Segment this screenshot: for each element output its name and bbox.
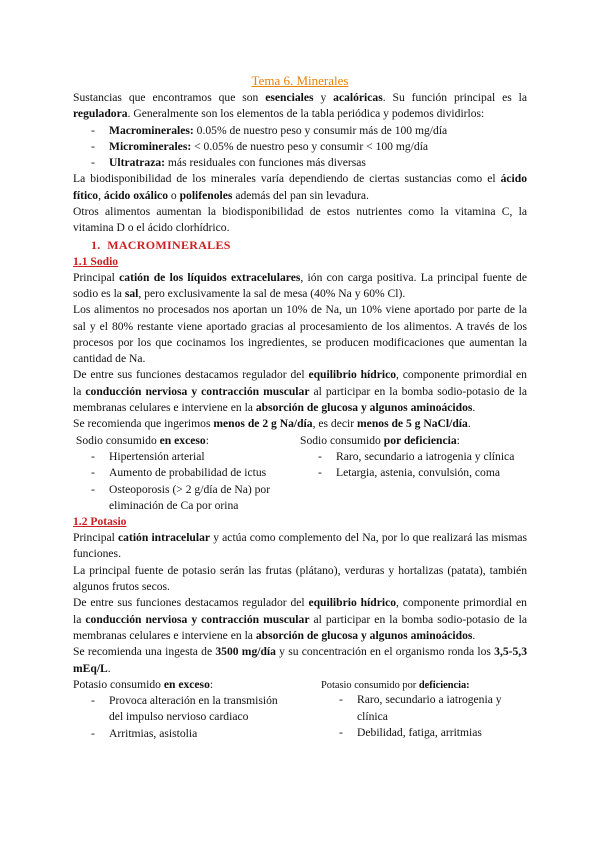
potasio-exceso-label: Potasio consumido en exceso: [73, 677, 214, 691]
sodio-exceso-list [73, 449, 300, 514]
mineral-classification-list [73, 123, 527, 172]
subsection-heading-potasio: 1.2 Potasio [73, 515, 127, 529]
potasio-paragraph-3: De entre sus funciones destacamos regulador del equilibrio hídrico, componente primordial en la conducción nerviosa y contracción muscular al participar en la bomba sodio-potasio de la membranas celulares e interviene en la absorción de glucosa y algunos aminoácidos. [73, 596, 528, 642]
intro-paragraph: Sustancias que encontramos que son esenciales y acalóricas. Su función principal es la reguladora. Generalmente son los elementos de la tabla periódica y podemos dividirlos: [73, 91, 527, 121]
enhancers-paragraph: Otros alimentos aumentan la biodisponibilidad de estos nutrientes como la vitamina C, la vitamina D o el ácido clorhídrico. [73, 205, 527, 235]
sodio-paragraph-3: De entre sus funciones destacamos regulador del equilibrio hídrico, componente primordial en la conducción nerviosa y contracción muscular al participar en la bomba sodio-potasio de la membranas celulares e interviene en la absorción de glucosa y algunos aminoácidos. [73, 368, 528, 415]
list-item: - Aumento de probabilidad de ictus [91, 465, 300, 481]
potasio-exceso-column [73, 677, 279, 742]
list-item: - Ultratraza: más residuales con funciones más diversas [91, 155, 527, 171]
sodio-paragraph-2: Los alimentos no procesados nos aportan un 10% de Na, un 10% viene aportado por parte de la sal y el 80% restante viene aportado gracias al procesamiento de los alimentos. A través de los procesos por los que cocinamos los ingredientes, se producen modificaciones que aumentan la cantidad de Na. [73, 303, 527, 366]
list-item: - Microminerales: < 0.05% de nuestro peso y consumir < 100 mg/día [91, 139, 527, 155]
potasio-consumption-columns [73, 677, 527, 742]
potasio-paragraph-1: Principal catión intracelular y actúa como complemento del Na, por lo que realizará las mismas funciones. [73, 531, 527, 561]
list-item: - Osteoporosis (> 2 g/día de Na) por eliminación de Ca por orina [91, 482, 300, 515]
potasio-paragraph-4: Se recomienda una ingesta de 3500 mg/día y su concentración en el organismo ronda los 3,5-5,3 mEq/L. [73, 645, 527, 675]
sodio-consumption-columns [73, 433, 527, 514]
potasio-deficiencia-label: Potasio consumido por deficiencia: [321, 679, 470, 691]
potasio-deficiencia-list [321, 692, 527, 741]
document-title: Tema 6. Minerales [251, 73, 349, 88]
sodio-deficiencia-column [300, 433, 527, 514]
list-item: - Raro, secundario a iatrogenia y clínica [339, 692, 527, 725]
sodio-paragraph-4: Se recomienda que ingerimos menos de 2 g Na/día, es decir menos de 5 g NaCl/día. [73, 417, 471, 431]
potasio-paragraph-2: La principal fuente de potasio serán las frutas (plátano), verduras y hortalizas (patata), también algunos frutos secos. [73, 563, 527, 594]
sodio-paragraph-1: Principal catión de los líquidos extracelulares, ión con carga positiva. La principal fuente de sodio es la sal, pero exclusivamente la sal de mesa (40% Na y 60% Cl). [73, 270, 527, 300]
potasio-exceso-list [73, 693, 279, 742]
list-item: - Raro, secundario a iatrogenia y clínica [318, 449, 527, 465]
potasio-deficiencia-column [279, 677, 527, 742]
list-item: - Debilidad, fatiga, arritmias [339, 725, 527, 741]
list-item: - Provoca alteración en la transmisión del impulso nervioso cardiaco [91, 693, 279, 726]
sodio-deficiencia-label: Sodio consumido por deficiencia: [300, 433, 460, 447]
list-item: - Macrominerales: 0.05% de nuestro peso y consumir más de 100 mg/día [91, 123, 527, 139]
sodio-exceso-label: Sodio consumido en exceso: [75, 433, 209, 447]
section-heading-macrominerales: 1. MACROMINERALES [91, 237, 231, 252]
document-page [73, 72, 527, 742]
list-item: - Arritmias, asistolia [91, 726, 279, 742]
list-item: - Hipertensión arterial [91, 449, 300, 465]
bioavailability-paragraph: La biodisponibilidad de los minerales varía dependiendo de ciertas sustancias como el ácido fítico, ácido oxálico o polifenoles además del pan sin levadura. [73, 172, 527, 202]
subsection-heading-sodio: 1.1 Sodio [73, 254, 119, 268]
sodio-exceso-column [73, 433, 300, 514]
list-item: - Letargia, astenia, convulsión, coma [318, 465, 527, 481]
sodio-deficiencia-list [300, 449, 527, 482]
